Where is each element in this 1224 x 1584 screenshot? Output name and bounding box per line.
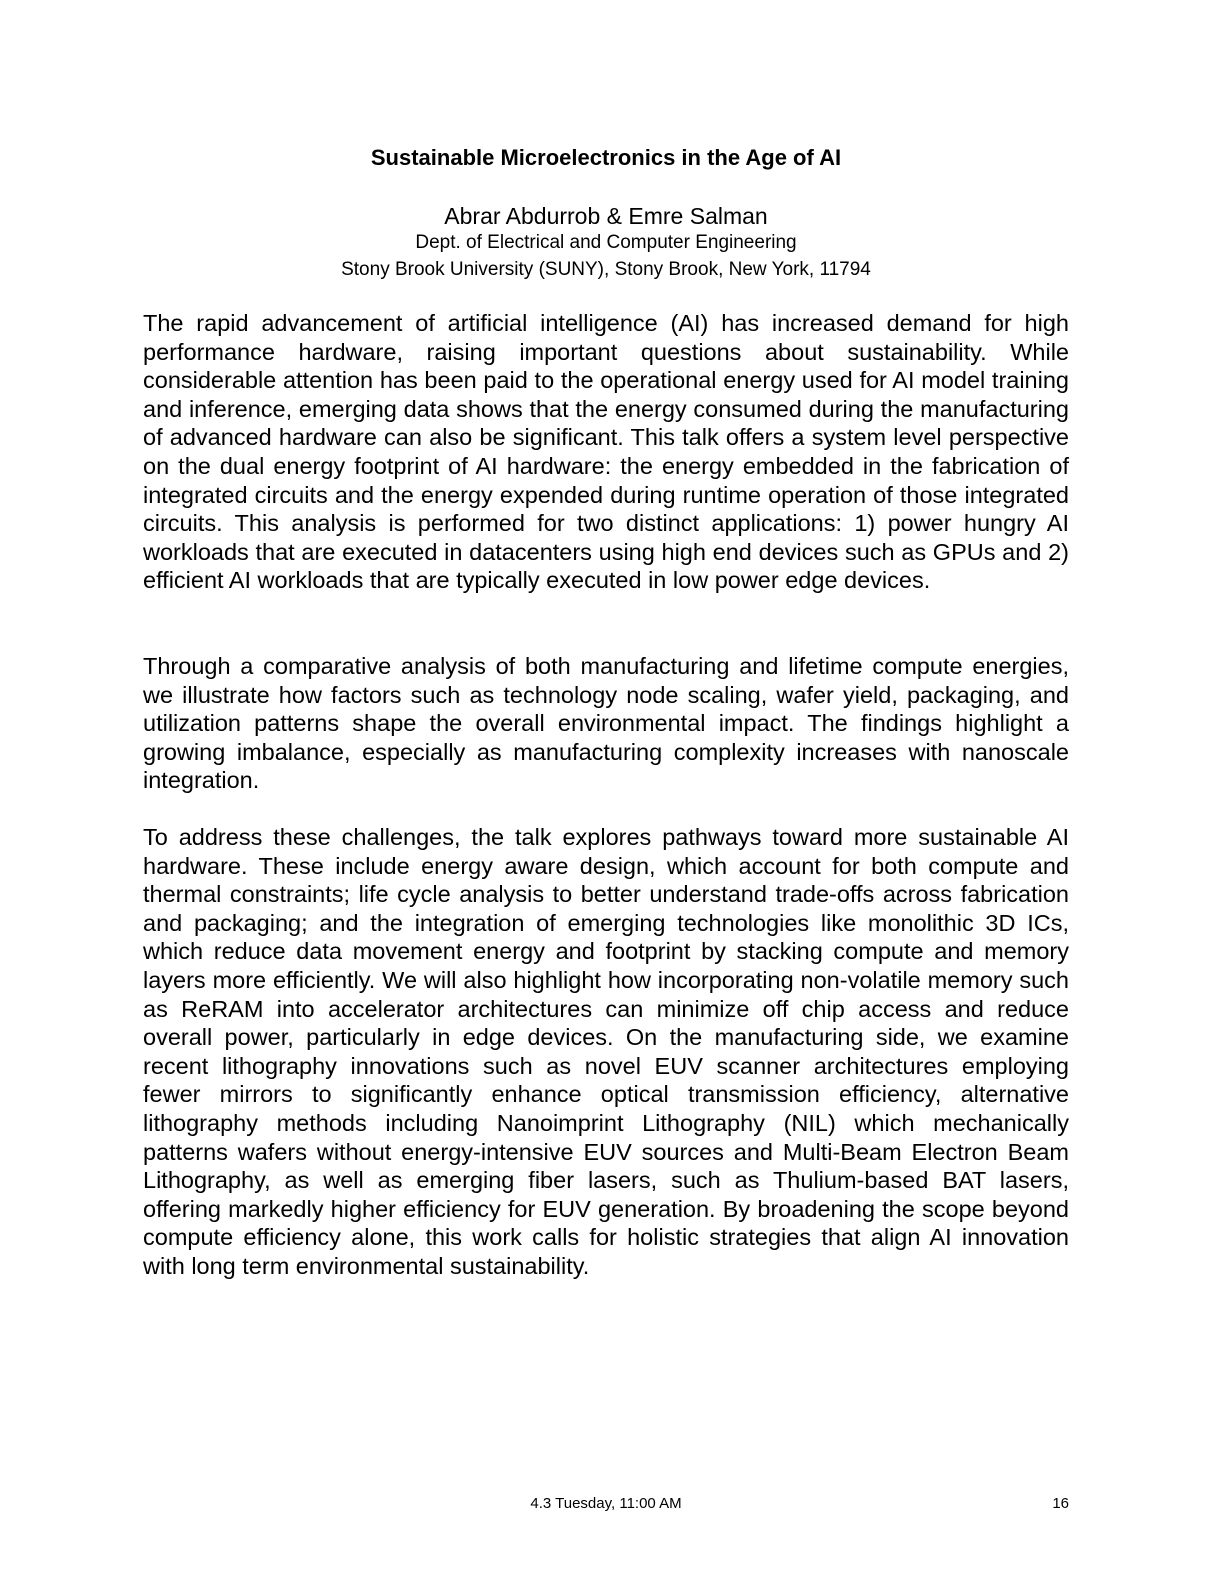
abstract-paragraph-1: The rapid advancement of artificial intelligence (AI) has increased demand for high performance hardware, raising important questions about sustainability. While considerable attention has been paid to the operational energy used for AI model training and inference, emerging data shows that the energy consumed during the manufacturing of advanced hardware can also be significant. This talk offers a system level perspective on the dual energy footprint of AI hardware: the energy embedded in the fabrication of integrated circuits and the energy expended during runtime operation of those integrated circuits. This analysis is performed for two distinct applications: 1) power hungry AI workloads that are executed in datacenters using high end devices such as GPUs and 2) efficient AI workloads that are typically executed in low power edge devices.	[143, 310, 1069, 594]
abstract-paragraph-3: To address these challenges, the talk explores pathways toward more sustainable AI hardware. These include energy aware design, which account for both compute and thermal constraints; life cycle analysis to better understand trade-offs across fabrication and packaging; and the integration of emerging technologies like monolithic 3D ICs, which reduce data movement energy and footprint by stacking compute and memory layers more efficiently. We will also highlight how incorporating non-volatile memory such as ReRAM into accelerator architectures can minimize off chip access and reduce overall power, particularly in edge devices. On the manufacturing side, we examine recent lithography innovations such as novel EUV scanner architectures employing fewer mirrors to significantly enhance optical transmission efficiency, alternative lithography methods including Nanoimprint Lithography (NIL) which mechanically patterns wafers without energy-intensive EUV sources and Multi-Beam Electron Beam Lithography, as well as emerging fiber lasers, such as Thulium-based BAT lasers, offering markedly higher efficiency for EUV generation. By broadening the scope beyond compute efficiency alone, this work calls for holistic strategies that align AI innovation with long term environmental sustainability.	[143, 824, 1069, 1279]
department-affiliation: Dept. of Electrical and Computer Engineering	[415, 232, 797, 253]
abstract-paragraph-2: Through a comparative analysis of both manufacturing and lifetime compute energies, we illustrate how factors such as technology node scaling, wafer yield, packaging, and utilization patterns shape the overall environmental impact. The findings highlight a growing imbalance, especially as manufacturing complexity increases with nanoscale integration.	[143, 653, 1069, 794]
page-number: 16	[1052, 1495, 1069, 1512]
author-names: Abrar Abdurrob & Emre Salman	[444, 203, 768, 229]
paper-title: Sustainable Microelectronics in the Age of AI	[370, 145, 842, 170]
university-affiliation: Stony Brook University (SUNY), Stony Brook, New York, 11794	[341, 259, 871, 280]
session-footer: 4.3 Tuesday, 11:00 AM	[530, 1495, 682, 1512]
